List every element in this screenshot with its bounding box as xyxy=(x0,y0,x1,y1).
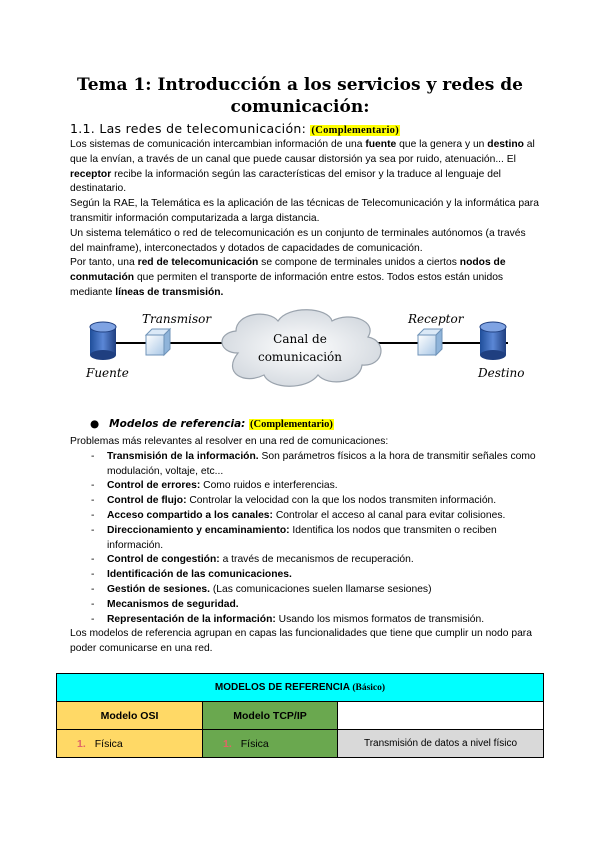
channel-cloud-icon xyxy=(222,310,381,387)
list-outro: Los modelos de referencia agrupan en capas las funcionalidades que tiene que cumplir un nodo para poder comunicarse en una red. xyxy=(70,628,532,655)
page-title: Tema 1: Introducción a los servicios y redes de comunicación: xyxy=(77,75,523,117)
reference-models-table xyxy=(56,673,544,758)
models-heading-text: Modelos de referencia: xyxy=(109,418,246,430)
list-item: - Transmisión de la información. Son parámetros físicos a la hora de transmitir señales como modulación, voltaje, etc... xyxy=(70,450,540,480)
list-item: - Representación de la información: Usando los mismos formatos de transmisión. xyxy=(70,613,540,628)
paragraph-1: Los sistemas de comunicación intercambian información de una fuente que la genera y un destino al que la envían, a través de un canal que puede causar distorsión ya sea por ruido, atenuación... El receptor recibe la información según las características del emisor y la traduce al lenguaje del destinatario. xyxy=(70,139,535,195)
paragraph-3: Un sistema telemático o red de telecomunicación es un conjunto de terminales autónomos (a través del mainframe), interconectados y dotados de capacidades de comunicación. xyxy=(70,227,526,254)
transmisor-icon xyxy=(146,329,170,355)
section-tag: (Complementario) xyxy=(311,125,400,136)
bullet-icon: ● xyxy=(90,418,100,430)
list-item: - Direccionamiento y encaminamiento: Identifica los nodos que transmiten o reciben información. xyxy=(70,524,540,554)
problems-list xyxy=(70,435,540,657)
row1-osi: 1. Física xyxy=(57,730,203,758)
row1-tcp: 1. Física xyxy=(203,730,338,758)
canal-label-1: Canal de xyxy=(273,332,327,346)
row1-desc: Transmisión de datos a nivel físico xyxy=(338,730,544,758)
list-item: - Control de congestión: a través de mecanismos de recuperación. xyxy=(70,553,540,568)
fuente-label: Fuente xyxy=(86,366,129,380)
col-osi-header: Modelo OSI xyxy=(57,702,203,730)
canal-label-2: comunicación xyxy=(257,350,343,364)
models-heading xyxy=(90,418,334,430)
list-item: - Control de flujo: Controlar la velocidad con la que los nodos transmiten información. xyxy=(70,494,540,509)
section-heading xyxy=(70,121,400,136)
destino-icon xyxy=(480,322,506,360)
models-tag: (Complementario) xyxy=(250,419,333,430)
paragraph-4: Por tanto, una red de telecomunicación se compone de terminales unidos a ciertos nodos de conmutación que permiten el transporte de información entre estos. Todos estos están unidos mediante líneas de transmisión. xyxy=(70,257,506,298)
intro-text xyxy=(70,138,540,301)
list-item: - Acceso compartido a los canales: Controlar el acceso al canal para evitar colisiones. xyxy=(70,509,540,524)
receptor-label: Receptor xyxy=(408,312,464,326)
list-item: - Gestión de sesiones. (Las comunicaciones suelen llamarse sesiones) xyxy=(70,583,540,598)
list-item: - Control de errores: Como ruidos e interferencias. xyxy=(70,479,540,494)
list-item: - Identificación de las comunicaciones. xyxy=(70,568,540,583)
table-header: MODELOS DE REFERENCIA (Básico) xyxy=(57,674,544,702)
communication-diagram xyxy=(78,305,528,395)
destino-label: Destino xyxy=(478,366,525,380)
col-desc-header xyxy=(338,702,544,730)
section-heading-text: 1.1. Las redes de telecomunicación: xyxy=(70,121,307,136)
paragraph-2: Según la RAE, la Telemática es la aplicación de las técnicas de Telecomunicación y la informática para transmitir información computarizada a larga distancia. xyxy=(70,198,539,224)
col-tcp-header: Modelo TCP/IP xyxy=(203,702,338,730)
fuente-icon xyxy=(90,322,116,360)
list-item: - Mecanismos de seguridad. xyxy=(70,598,540,613)
receptor-icon xyxy=(418,329,442,355)
list-intro: Problemas más relevantes al resolver en una red de comunicaciones: xyxy=(70,436,389,447)
list-items xyxy=(70,450,540,628)
transmisor-label: Transmisor xyxy=(142,312,212,326)
